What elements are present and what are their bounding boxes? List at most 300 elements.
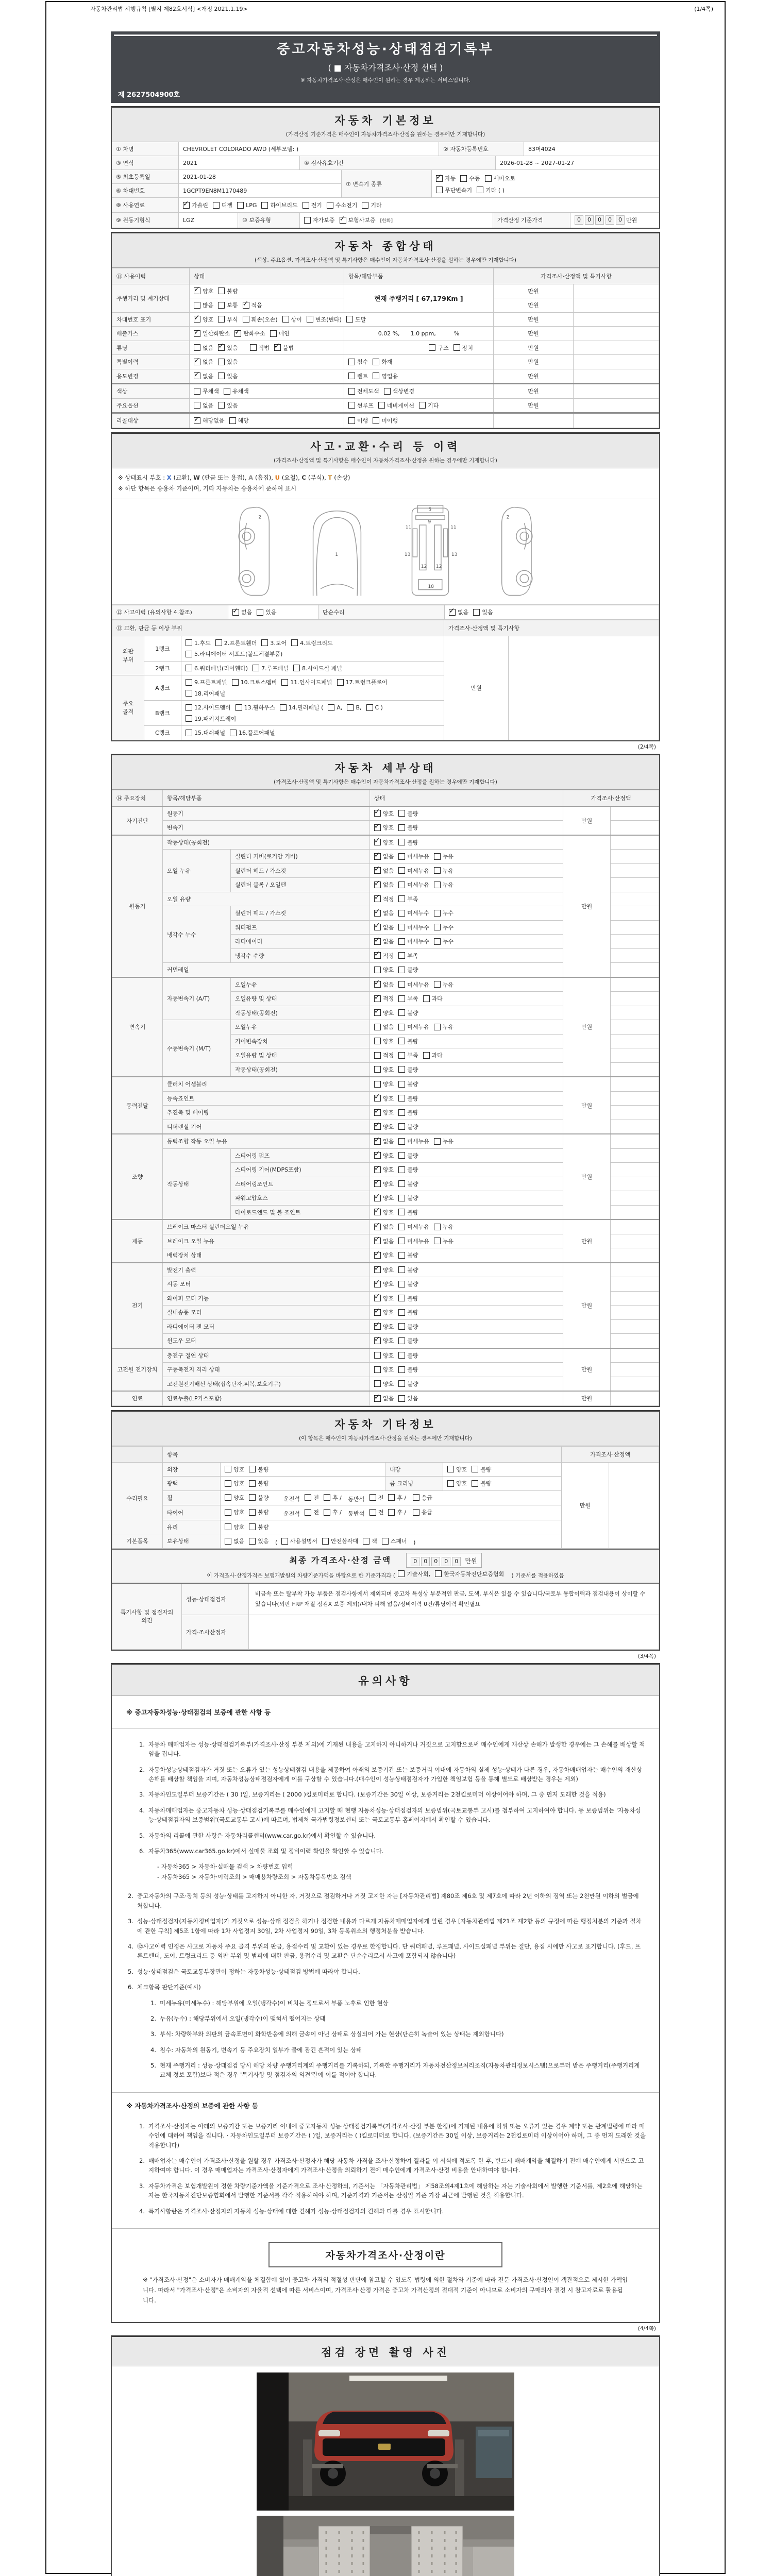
checkbox-label: 없음: [383, 1138, 394, 1145]
field-car-name-label: ① 차명: [112, 142, 179, 156]
unchecked-checkbox: [215, 639, 257, 647]
checkbox-icon: [186, 665, 192, 671]
checkbox-label: 렌트: [357, 372, 368, 380]
checkbox-icon: [398, 824, 405, 831]
checkbox-icon: [423, 995, 430, 1002]
legend-desc: (교환),: [173, 473, 194, 481]
unchecked-checkbox: [374, 965, 394, 974]
page-marker-3: (3/4쪽): [637, 1653, 656, 1659]
xcell: [611, 806, 659, 821]
checkbox-icon: [419, 402, 426, 409]
unchecked-checkbox: [485, 174, 516, 182]
checkbox-label: 많음: [203, 302, 214, 309]
checkbox-icon: [477, 187, 483, 193]
rankC: C랭크: [144, 726, 181, 740]
checkbox-label: 변조(변타): [315, 316, 342, 323]
field-warranty-options: [300, 213, 493, 228]
checkbox-label: 불량: [407, 1352, 418, 1359]
checkbox-label: 18.리어패널: [194, 690, 225, 697]
unchecked-checkbox: [186, 703, 231, 711]
checkbox-icon: [374, 1009, 381, 1016]
unchecked-checkbox: [434, 980, 453, 989]
xcell: [611, 821, 659, 835]
unchecked-checkbox: [328, 704, 342, 711]
accident-title: 사고·교환·수리 등 이력: [310, 440, 461, 453]
checkbox-label: 응급: [421, 1494, 433, 1501]
unchecked-checkbox: [186, 650, 282, 658]
notice-price-band: [112, 2092, 659, 2228]
checkbox-icon: [224, 388, 230, 395]
unchecked-checkbox: [398, 1009, 418, 1017]
xcell: [611, 1062, 659, 1077]
table-row: [112, 327, 659, 341]
n11: 11: [405, 525, 412, 531]
basic-row-year: [112, 156, 659, 170]
checkbox-icon: [398, 1066, 405, 1073]
checkbox-label: 없음: [383, 1024, 394, 1031]
unchecked-checkbox: [304, 216, 335, 224]
unchecked-checkbox: [398, 1080, 418, 1088]
notice-subline: - 자동차365 > 자동차·이력조회 > 매매용차량조회 > 자동차등록번호 검색: [157, 1873, 351, 1880]
checkbox-icon: [218, 344, 225, 351]
checkbox-icon: [257, 609, 263, 616]
label: 용도변경: [112, 369, 190, 384]
n2: 2: [506, 515, 510, 520]
etc-table: [112, 1446, 659, 1549]
xcell: [611, 835, 659, 850]
lab: 커먼레일: [163, 963, 370, 977]
checkbox-icon: [398, 1309, 405, 1316]
checkbox-icon: [186, 690, 192, 697]
pc: 만원: [563, 1391, 611, 1405]
checkbox-label: 적정: [383, 1052, 394, 1059]
checkbox-label: 탄화수소: [243, 330, 265, 337]
lab: 자기진단: [112, 806, 163, 835]
base-price-unit: 만원: [626, 217, 637, 224]
checkbox-label: 자가보증: [313, 217, 335, 224]
checkbox-icon: [218, 402, 225, 409]
lab: 브레이크 오일 누유: [163, 1234, 370, 1248]
checkbox-label: 누수: [442, 924, 454, 931]
section-accident-history: [111, 432, 660, 741]
checkbox-icon: [374, 995, 381, 1002]
unchecked-checkbox: [398, 1137, 429, 1145]
section-notice: [111, 1663, 660, 2324]
price: 만원: [444, 636, 509, 740]
checkbox-icon: [374, 1123, 381, 1130]
checkbox-icon: [374, 981, 381, 988]
checkbox-icon: [324, 1494, 330, 1501]
stcell: [370, 835, 563, 850]
checked-checkbox: [194, 416, 225, 425]
page-marker-2: (2/4쪽): [637, 743, 656, 750]
checkbox-label: 미세누유: [407, 853, 429, 860]
checkbox-label: 전: [313, 1509, 320, 1516]
checked-checkbox: [232, 608, 252, 616]
unchecked-checkbox: [398, 880, 429, 889]
checkbox-icon: [249, 1494, 256, 1501]
unchecked-checkbox: [398, 980, 429, 989]
lab: 냉각수 누수: [163, 906, 231, 963]
checked-checkbox: [374, 1094, 394, 1103]
checkbox-label: 양호: [456, 1480, 467, 1487]
checkbox-icon: [398, 1109, 405, 1116]
notice-item: 2. 중고자동차의 구조·장치 등의 성능·상태를 고지하지 아니한 자, 거짓으로 점검하거나 거짓 고지한 자는 [자동차관리법] 제80조 제6호 및 제7호에 따라 2년 이하의 징역 또는 2천만원 이하의 벌금에 처합니다.: [128, 1892, 639, 1909]
stcell: [370, 878, 563, 892]
checkbox-icon: [398, 882, 405, 888]
checkbox-icon: [398, 1024, 405, 1030]
checkbox-icon: [374, 1138, 381, 1145]
document-title: 중고자동차성능·상태점검기록부: [277, 42, 494, 57]
n2: 2: [258, 515, 262, 520]
checkbox-icon: [218, 302, 225, 309]
unchecked-checkbox: [249, 1508, 268, 1516]
unchecked-checkbox: [398, 1251, 418, 1259]
glass: 유리: [163, 1520, 221, 1534]
field-transmission-label: ⑦ 변속기 종류: [342, 170, 432, 197]
stcell: [370, 1277, 563, 1292]
checkbox-label: 세미오토: [493, 175, 516, 182]
detail-header-row: [112, 790, 659, 806]
unchecked-checkbox: [348, 416, 368, 425]
checkbox-label: 장치: [462, 344, 473, 351]
unchecked-checkbox: [373, 358, 392, 366]
checked-checkbox: [374, 880, 394, 889]
checkbox-label: 불량: [407, 1066, 418, 1073]
basic-row-fuel: [112, 198, 659, 213]
checkbox-icon: [398, 1238, 405, 1244]
wheel: 휠: [163, 1490, 221, 1505]
checkbox-label: 해당없음: [203, 417, 225, 424]
checkbox-label: 일산화탄소: [203, 330, 230, 337]
unchecked-checkbox: [373, 416, 398, 425]
lab: 시동 모터: [163, 1277, 370, 1292]
detail-title: 자동차 세부상태: [334, 761, 436, 774]
checkbox-label: 불량: [258, 1466, 269, 1473]
etc-title: 자동차 기타정보: [334, 1418, 436, 1431]
checkbox-label: 양호: [383, 1109, 394, 1116]
lab: 스티어링 펌프: [231, 1148, 370, 1163]
lab: 발전기 출력: [163, 1263, 370, 1277]
stcell: [370, 992, 563, 1006]
unchecked-checkbox: [434, 937, 453, 945]
field-transmission-options: [432, 170, 659, 197]
checkbox-icon: [213, 202, 220, 209]
checkbox-label: 양호: [383, 1095, 394, 1102]
checked-checkbox: [183, 201, 208, 209]
checkbox-icon: [434, 1138, 441, 1145]
checkbox-icon: [436, 175, 443, 182]
checkbox-label: 미세누유: [407, 981, 429, 988]
xcell: [611, 1091, 659, 1106]
xcell: [611, 992, 659, 1006]
notice-sec1-sublines: [157, 1862, 646, 1882]
unchecked-checkbox: [243, 315, 278, 324]
checkbox-icon: [434, 924, 441, 930]
checkbox-icon: [398, 1352, 405, 1359]
unchecked-checkbox: [373, 372, 398, 380]
price: 만원: [494, 341, 574, 355]
unchecked-checkbox: [434, 1237, 453, 1245]
unchecked-checkbox: [398, 852, 429, 860]
notice-sec2-title: ※ 자동차가격조사·산정의 보증에 관한 사항 등: [126, 2102, 259, 2110]
unchecked-checkbox: [186, 728, 225, 737]
price: 만원: [494, 398, 574, 413]
xcell: [611, 850, 659, 864]
car-diagram-hood-top: [305, 504, 369, 598]
unchecked-checkbox: [460, 174, 480, 182]
n11: 11: [450, 525, 457, 531]
checkbox-label: 없음: [203, 402, 214, 409]
car-diagram-side-right: [491, 504, 541, 598]
checkbox-label: 양호: [233, 1494, 245, 1501]
checkbox-label: 응급: [421, 1509, 433, 1516]
checkbox-icon: [398, 810, 405, 817]
xcell: [611, 1319, 659, 1334]
stcell: [370, 1319, 563, 1334]
table-row: [112, 384, 659, 399]
checkbox-icon: [225, 1466, 231, 1472]
checkbox-icon: [304, 217, 311, 224]
legend-desc: (손상): [334, 473, 350, 481]
page-marker-1: (1/4쪽): [694, 6, 713, 12]
pc: 만원: [563, 1077, 611, 1134]
checkbox-icon: [194, 344, 200, 351]
notice-body: [112, 1696, 659, 2323]
unchecked-checkbox: [218, 315, 238, 324]
xcell: [611, 1363, 659, 1377]
checkbox-label: 보통: [227, 302, 238, 309]
checkbox-icon: [348, 372, 355, 379]
lab: 오일유량 및 상태: [231, 992, 370, 1006]
checkbox-icon: [398, 910, 405, 917]
checkbox-icon: [225, 1523, 231, 1530]
unchecked-checkbox: [324, 1494, 342, 1502]
1: 0: [421, 1557, 430, 1566]
price-appraisal-definition-text: ※ "가격조사·산정"은 소비자가 매매계약을 체결함에 있어 중고차 가격의 적절성 판단에 참고할 수 있도록 법령에 의한 절차와 기준에 따라 전문 가격조사·산정인이 객관적으로 제시한 가액입니다. 따라서 "가격조사·산정"은 소비자의 자율적 선택에 따른 서비스이며, 가격조사·산정 가격은 중고차 가격산정의 절대적 기준이 아니므로 소비자의 구매의사 결정 시 참고자료로 활용됩니다.: [143, 2276, 628, 2304]
checkbox-label: 불량: [227, 287, 238, 295]
checkbox-icon: [374, 1152, 381, 1159]
checkbox-icon: [218, 359, 225, 365]
checkbox-icon: [398, 1009, 405, 1016]
unchecked-checkbox: [398, 1336, 418, 1345]
checkbox-label: A,: [337, 704, 343, 711]
checkbox-label: 하이브리드: [270, 202, 298, 209]
checkbox-icon: [307, 316, 313, 323]
notice-item: 5. 성능·상태점검은 국토교통부장관이 정하는 자동차성능·상태점검 방법에 따라야 합니다.: [128, 1968, 360, 1975]
checkbox-label: 불량: [258, 1494, 269, 1501]
unchecked-checkbox: [398, 937, 429, 945]
checkbox-icon: [194, 402, 200, 409]
notice-subline: - 자동차365 > 자동차·실매물 검색 > 차량번호 입력: [157, 1863, 293, 1871]
checked-checkbox: [340, 216, 376, 224]
unchecked-checkbox: [374, 1080, 394, 1088]
notice-item: 1. 자동차 매매업자는 성능·상태점검기록부(가격조사·산정 부분 제외)에 기재된 내용을 고지하지 아니하거나 거짓으로 고지함으로써 매수인에게 재산상 손해가 발생한 경우에는 그 손해를 배상할 책임을 집니다.: [139, 1740, 645, 1758]
1: 0: [585, 215, 594, 225]
xcell: [611, 1277, 659, 1292]
checkbox-label: 누유: [442, 867, 454, 874]
overall-subtitle: (색상, 주요옵션, 가격조사·산정액 및 특기사항은 매수인이 자동차가격조사·산정을 원하는 경우에만 기재합니다): [254, 257, 516, 263]
checkbox-icon: [362, 202, 368, 209]
checkbox-icon: [388, 1494, 395, 1501]
unchecked-checkbox: [419, 401, 439, 410]
checkbox-icon: [281, 1538, 288, 1545]
checkbox-icon: [398, 839, 405, 845]
checkbox-icon: [449, 609, 456, 616]
table-row: [112, 284, 659, 298]
rank1: 1랭크: [144, 636, 181, 661]
checkbox-label: 양호: [383, 1009, 394, 1016]
checkbox-icon: [225, 1509, 231, 1516]
checkbox-icon: [374, 1238, 381, 1244]
inspector-opinion-text: 비금속 또는 탈부착 가능 부품은 점검사항에서 제외되며 중고차 특성상 부분적인 판금, 도색, 부식은 있을 수 있습니다/국토부 통합이력과 점검내용이 상이할 수 있습니다(외판 FRP 재질 점검X 보증 제외)/내차 피해 없음/정비이력 0건/튜닝이력 확인필요: [249, 1583, 659, 1615]
stcell: [370, 821, 563, 835]
checkbox-label: B,: [356, 704, 362, 711]
unchecked-checkbox: [305, 1494, 319, 1502]
checkbox-icon: [348, 417, 355, 424]
checkbox-label: 불량: [407, 1209, 418, 1216]
legend-code: W: [193, 473, 202, 481]
checkbox-label: 양호: [383, 1166, 394, 1174]
checkbox-label: 매연: [278, 330, 290, 337]
unchecked-checkbox: [398, 952, 418, 960]
xcell: [611, 878, 659, 892]
unchecked-checkbox: [218, 287, 238, 295]
unchecked-checkbox: [434, 852, 453, 860]
legend-prefix: ※ 상태표시 부호 :: [118, 473, 165, 481]
checkbox-label: LPG: [246, 201, 257, 209]
checkbox-label: 적정: [383, 952, 394, 959]
checkbox-icon: [398, 1281, 405, 1287]
checked-checkbox: [194, 329, 230, 337]
checkbox-label: 양호: [383, 1323, 394, 1330]
checkbox-label: 양호: [383, 1195, 394, 1202]
checkbox-icon: [374, 1266, 381, 1273]
checked-checkbox: [374, 1223, 394, 1231]
checkbox-label: 부족: [407, 895, 418, 903]
notice-item: 4. 자동차매매업자는 중고자동차 성능·상태점검기록부를 매수인에게 고지할 때 현행 자동차성능·상태점검자의 보증범위(국토교통부 고시)를 첨부하여 고지하여야 합니다. 동 보증범위는 '자동차성능·상태점검자의 보증범위'(국토교통부 고시)에 따르며, 법제처 국가법령정보센터 또는 국토교통부 홈페이지에서 확인할 수 있습니다.: [139, 1806, 641, 1824]
checked-checkbox: [274, 344, 294, 352]
checkbox-label: 미세누유: [407, 1024, 429, 1031]
seat-pass-label: 동반석: [348, 1510, 365, 1517]
basic-label: 기본품목: [112, 1534, 163, 1549]
checkbox-label: 전: [378, 1494, 384, 1501]
checkbox-label: 양호: [383, 810, 394, 817]
notice-item: 3. 부식: 차량하부와 외판의 금속표면이 화학반응에 의해 금속이 아닌 상태로 상실되어 가는 현상(단순히 녹슬어 있는 상태는 제외합니다): [150, 2030, 504, 2038]
pc: 만원: [563, 806, 611, 835]
lab: 작동상태(공회전): [231, 1062, 370, 1077]
checkbox-label: 불량: [258, 1480, 269, 1487]
0: ⑪ 사용이력: [112, 268, 190, 284]
checkbox-icon: [225, 1494, 231, 1501]
checkbox-icon: [327, 202, 333, 209]
lab: 제동: [112, 1219, 163, 1263]
status-code-legend: [118, 472, 653, 484]
checkbox-label: 양호: [383, 1152, 394, 1159]
lab: 작동상태(공회전): [163, 835, 370, 850]
checkbox-label: 없음: [383, 938, 394, 945]
checkbox-icon: [374, 1281, 381, 1287]
overall-header-row: [112, 268, 659, 284]
accident-note2: ※ 하단 항목은 승용차 기준이며, 기타 자동차는 승용차에 준하여 표시: [118, 485, 297, 493]
xcell: [611, 1234, 659, 1248]
checkbox-icon: [291, 639, 298, 646]
checked-checkbox: [374, 952, 394, 960]
stcell: [370, 906, 563, 921]
checkbox-label: 2.프론트휀더: [224, 639, 257, 647]
checkbox-label: 썬루프: [357, 402, 374, 409]
notice-item: 5. 자동차의 리콜에 관한 사항은 자동차리콜센터(www.car.go.kr)에서 확인할 수 있습니다.: [139, 1832, 376, 1839]
xcell: [611, 1377, 659, 1391]
notice-sec1-title: ※ 중고자동차성능·상태점검의 보증에 관한 사항 등: [126, 1708, 271, 1716]
table-row: [112, 1583, 659, 1615]
checkbox-label: 불량: [480, 1466, 492, 1473]
checkbox-label: 부족: [407, 995, 418, 1003]
unchecked-checkbox: [218, 301, 238, 309]
document-frame: [45, 1, 726, 2574]
checkbox-label: 10.크로스멤버: [240, 679, 277, 686]
unchecked-checkbox: [250, 344, 270, 352]
n1: 1: [335, 552, 339, 558]
checkbox-label: 사용설명서: [290, 1538, 317, 1545]
checkbox-label: 불량: [407, 1166, 418, 1174]
checkbox-icon: [374, 1195, 381, 1201]
field-reg-no-value: 83머4024: [528, 146, 556, 152]
checkbox-icon: [374, 882, 381, 888]
checkbox-label: 적법: [258, 344, 270, 351]
unchecked-checkbox: [434, 867, 453, 875]
seat-front-label: 운전석: [283, 1510, 300, 1517]
unchecked-checkbox: [218, 358, 238, 366]
checkbox-label: 없음: [383, 1238, 394, 1245]
unchecked-checkbox: [436, 186, 472, 194]
checkbox-label: 양호: [383, 839, 394, 846]
stcell: [370, 1234, 563, 1248]
unchecked-checkbox: [398, 1065, 418, 1074]
checkbox-icon: [194, 330, 200, 337]
lab: 윈도우 모터: [163, 1334, 370, 1348]
checkbox-icon: [225, 1538, 231, 1545]
checkbox-label: 1.후드: [194, 639, 211, 647]
xcell: [611, 1134, 659, 1148]
checkbox-label: 기타 ( ): [485, 187, 505, 194]
unchecked-checkbox: [369, 1508, 384, 1516]
stcell: [370, 806, 563, 821]
stcell: [370, 935, 563, 949]
unchecked-checkbox: [225, 1479, 244, 1487]
xcell: [611, 1391, 659, 1405]
lab: 연료누출(LP가스포함): [163, 1391, 370, 1405]
xcell: [611, 1120, 659, 1134]
xcell: [611, 935, 659, 949]
checkbox-label: 불량: [407, 1252, 418, 1259]
checkbox-icon: [398, 1252, 405, 1259]
xcell: [611, 948, 659, 963]
label: 리콜대상: [112, 413, 190, 428]
3: 가격조사·산정액 및 특기사항: [494, 268, 659, 284]
unchecked-checkbox: [327, 201, 358, 209]
checkbox-label: 양호: [383, 967, 394, 974]
checkbox-icon: [293, 665, 300, 671]
table-row: [112, 636, 659, 661]
pc: 만원: [563, 1263, 611, 1348]
xcell: [611, 1177, 659, 1191]
checkbox-label: 미세누유: [407, 882, 429, 889]
unchecked-checkbox: [337, 678, 388, 686]
checkbox-icon: [398, 924, 405, 930]
checkbox-icon: [249, 1538, 256, 1545]
checkbox-label: 불량: [407, 967, 418, 974]
